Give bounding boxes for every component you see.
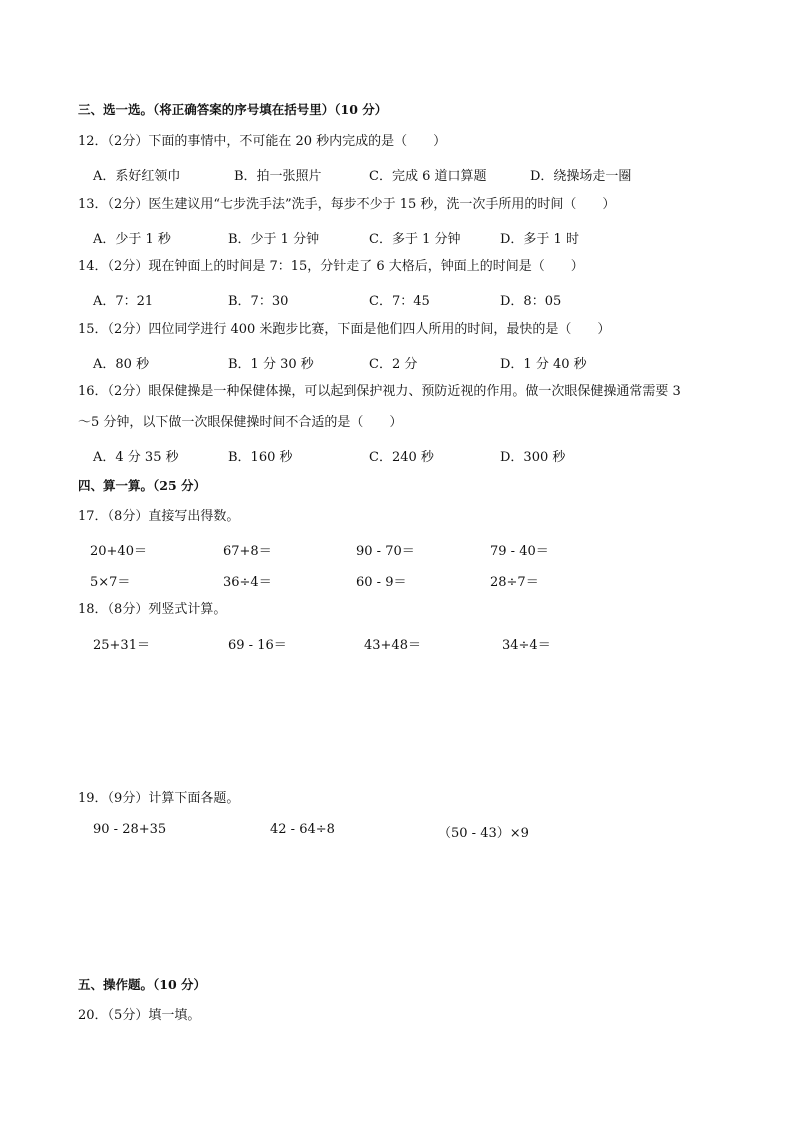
mixed-calc-item: 90 - 28+35	[93, 822, 167, 837]
question-20-stem: 20．（5分）填一填。	[78, 1008, 201, 1023]
mixed-calc-item: （50 - 43）×9	[438, 826, 529, 841]
calc-item: 67+8＝	[223, 544, 272, 559]
question-15-options	[78, 353, 758, 372]
vertical-calc-item: 69 - 16＝	[228, 638, 287, 653]
question-14-option-b[interactable]: B．7：30	[228, 294, 289, 309]
question-12-option-b[interactable]: B．拍一张照片	[234, 169, 322, 184]
question-16-option-a[interactable]: A．4 分 35 秒	[93, 450, 179, 465]
question-15-option-a[interactable]: A．80 秒	[93, 357, 150, 372]
question-19-stem: 19．（9分）计算下面各题。	[78, 791, 240, 806]
calc-item: 5×7＝	[90, 575, 131, 590]
question-13-option-d[interactable]: D．多于 1 时	[500, 232, 579, 247]
question-16-option-d[interactable]: D．300 秒	[500, 450, 566, 465]
question-12-options	[78, 165, 758, 184]
section-5-title: 五、操作题。（10 分）	[78, 977, 206, 992]
question-12-option-a[interactable]: A．系好红领巾	[93, 169, 181, 184]
question-13-options	[78, 228, 758, 247]
question-16-option-c[interactable]: C．240 秒	[369, 450, 434, 465]
vertical-calc-item: 43+48＝	[364, 638, 421, 653]
question-12-option-c[interactable]: C．完成 6 道口算题	[369, 169, 487, 184]
mixed-calc-item: 42 - 64÷8	[270, 822, 335, 837]
question-16-stem-line2: ～5 分钟，以下做一次眼保健操时间不合适的是（ ）	[78, 415, 403, 430]
question-19-items	[78, 822, 758, 841]
question-15-option-d[interactable]: D．1 分 40 秒	[500, 357, 587, 372]
question-12-stem: 12．（2分）下面的事情中，不可能在 20 秒内完成的是（ ）	[78, 134, 447, 149]
calc-item: 28÷7＝	[490, 575, 539, 590]
vertical-calc-item: 34÷4＝	[502, 638, 551, 653]
question-14-option-a[interactable]: A．7：21	[93, 294, 154, 309]
section-3-title: 三、选一选。（将正确答案的序号填在括号里）（10 分）	[78, 102, 388, 117]
question-14-stem: 14．（2分）现在钟面上的时间是 7：15，分针走了 6 大格后，钟面上的时间是（ ）	[78, 259, 584, 274]
question-15-option-b[interactable]: B．1 分 30 秒	[228, 357, 314, 372]
question-14-options	[78, 290, 758, 309]
question-13-option-b[interactable]: B．少于 1 分钟	[228, 232, 320, 247]
question-16-option-b[interactable]: B．160 秒	[228, 450, 293, 465]
question-13-option-c[interactable]: C．多于 1 分钟	[369, 232, 461, 247]
calc-item: 20+40＝	[90, 544, 147, 559]
question-13-stem: 13．（2分）医生建议用“七步洗手法”洗手，每步不少于 15 秒，洗一次手所用的时间（ ）	[78, 197, 616, 212]
question-16-options	[78, 446, 758, 465]
question-16-stem-line1: 16．（2分）眼保健操是一种保健体操，可以起到保护视力、预防近视的作用。做一次眼保健操通常需要 3	[78, 384, 681, 399]
section-4-title: 四、算一算。（25 分）	[78, 478, 206, 493]
calc-item: 36÷4＝	[223, 575, 272, 590]
question-15-stem: 15．（2分）四位同学进行 400 米跑步比赛，下面是他们四人所用的时间，最快的是（ ）	[78, 322, 611, 337]
question-18-stem: 18．（8分）列竖式计算。	[78, 602, 227, 617]
question-14-option-d[interactable]: D．8：05	[500, 294, 562, 309]
calc-item: 60 - 9＝	[356, 575, 407, 590]
question-17-row-1	[78, 540, 758, 559]
question-15-option-c[interactable]: C．2 分	[369, 357, 418, 372]
question-14-option-c[interactable]: C．7：45	[369, 294, 430, 309]
calc-item: 79 - 40＝	[490, 544, 549, 559]
question-17-row-2	[78, 571, 758, 590]
question-13-option-a[interactable]: A．少于 1 秒	[93, 232, 171, 247]
question-17-stem: 17．（8分）直接写出得数。	[78, 509, 240, 524]
question-12-option-d[interactable]: D．绕操场走一圈	[530, 169, 632, 184]
question-18-items	[78, 634, 758, 653]
calc-item: 90 - 70＝	[356, 544, 415, 559]
vertical-calc-item: 25+31＝	[93, 638, 150, 653]
